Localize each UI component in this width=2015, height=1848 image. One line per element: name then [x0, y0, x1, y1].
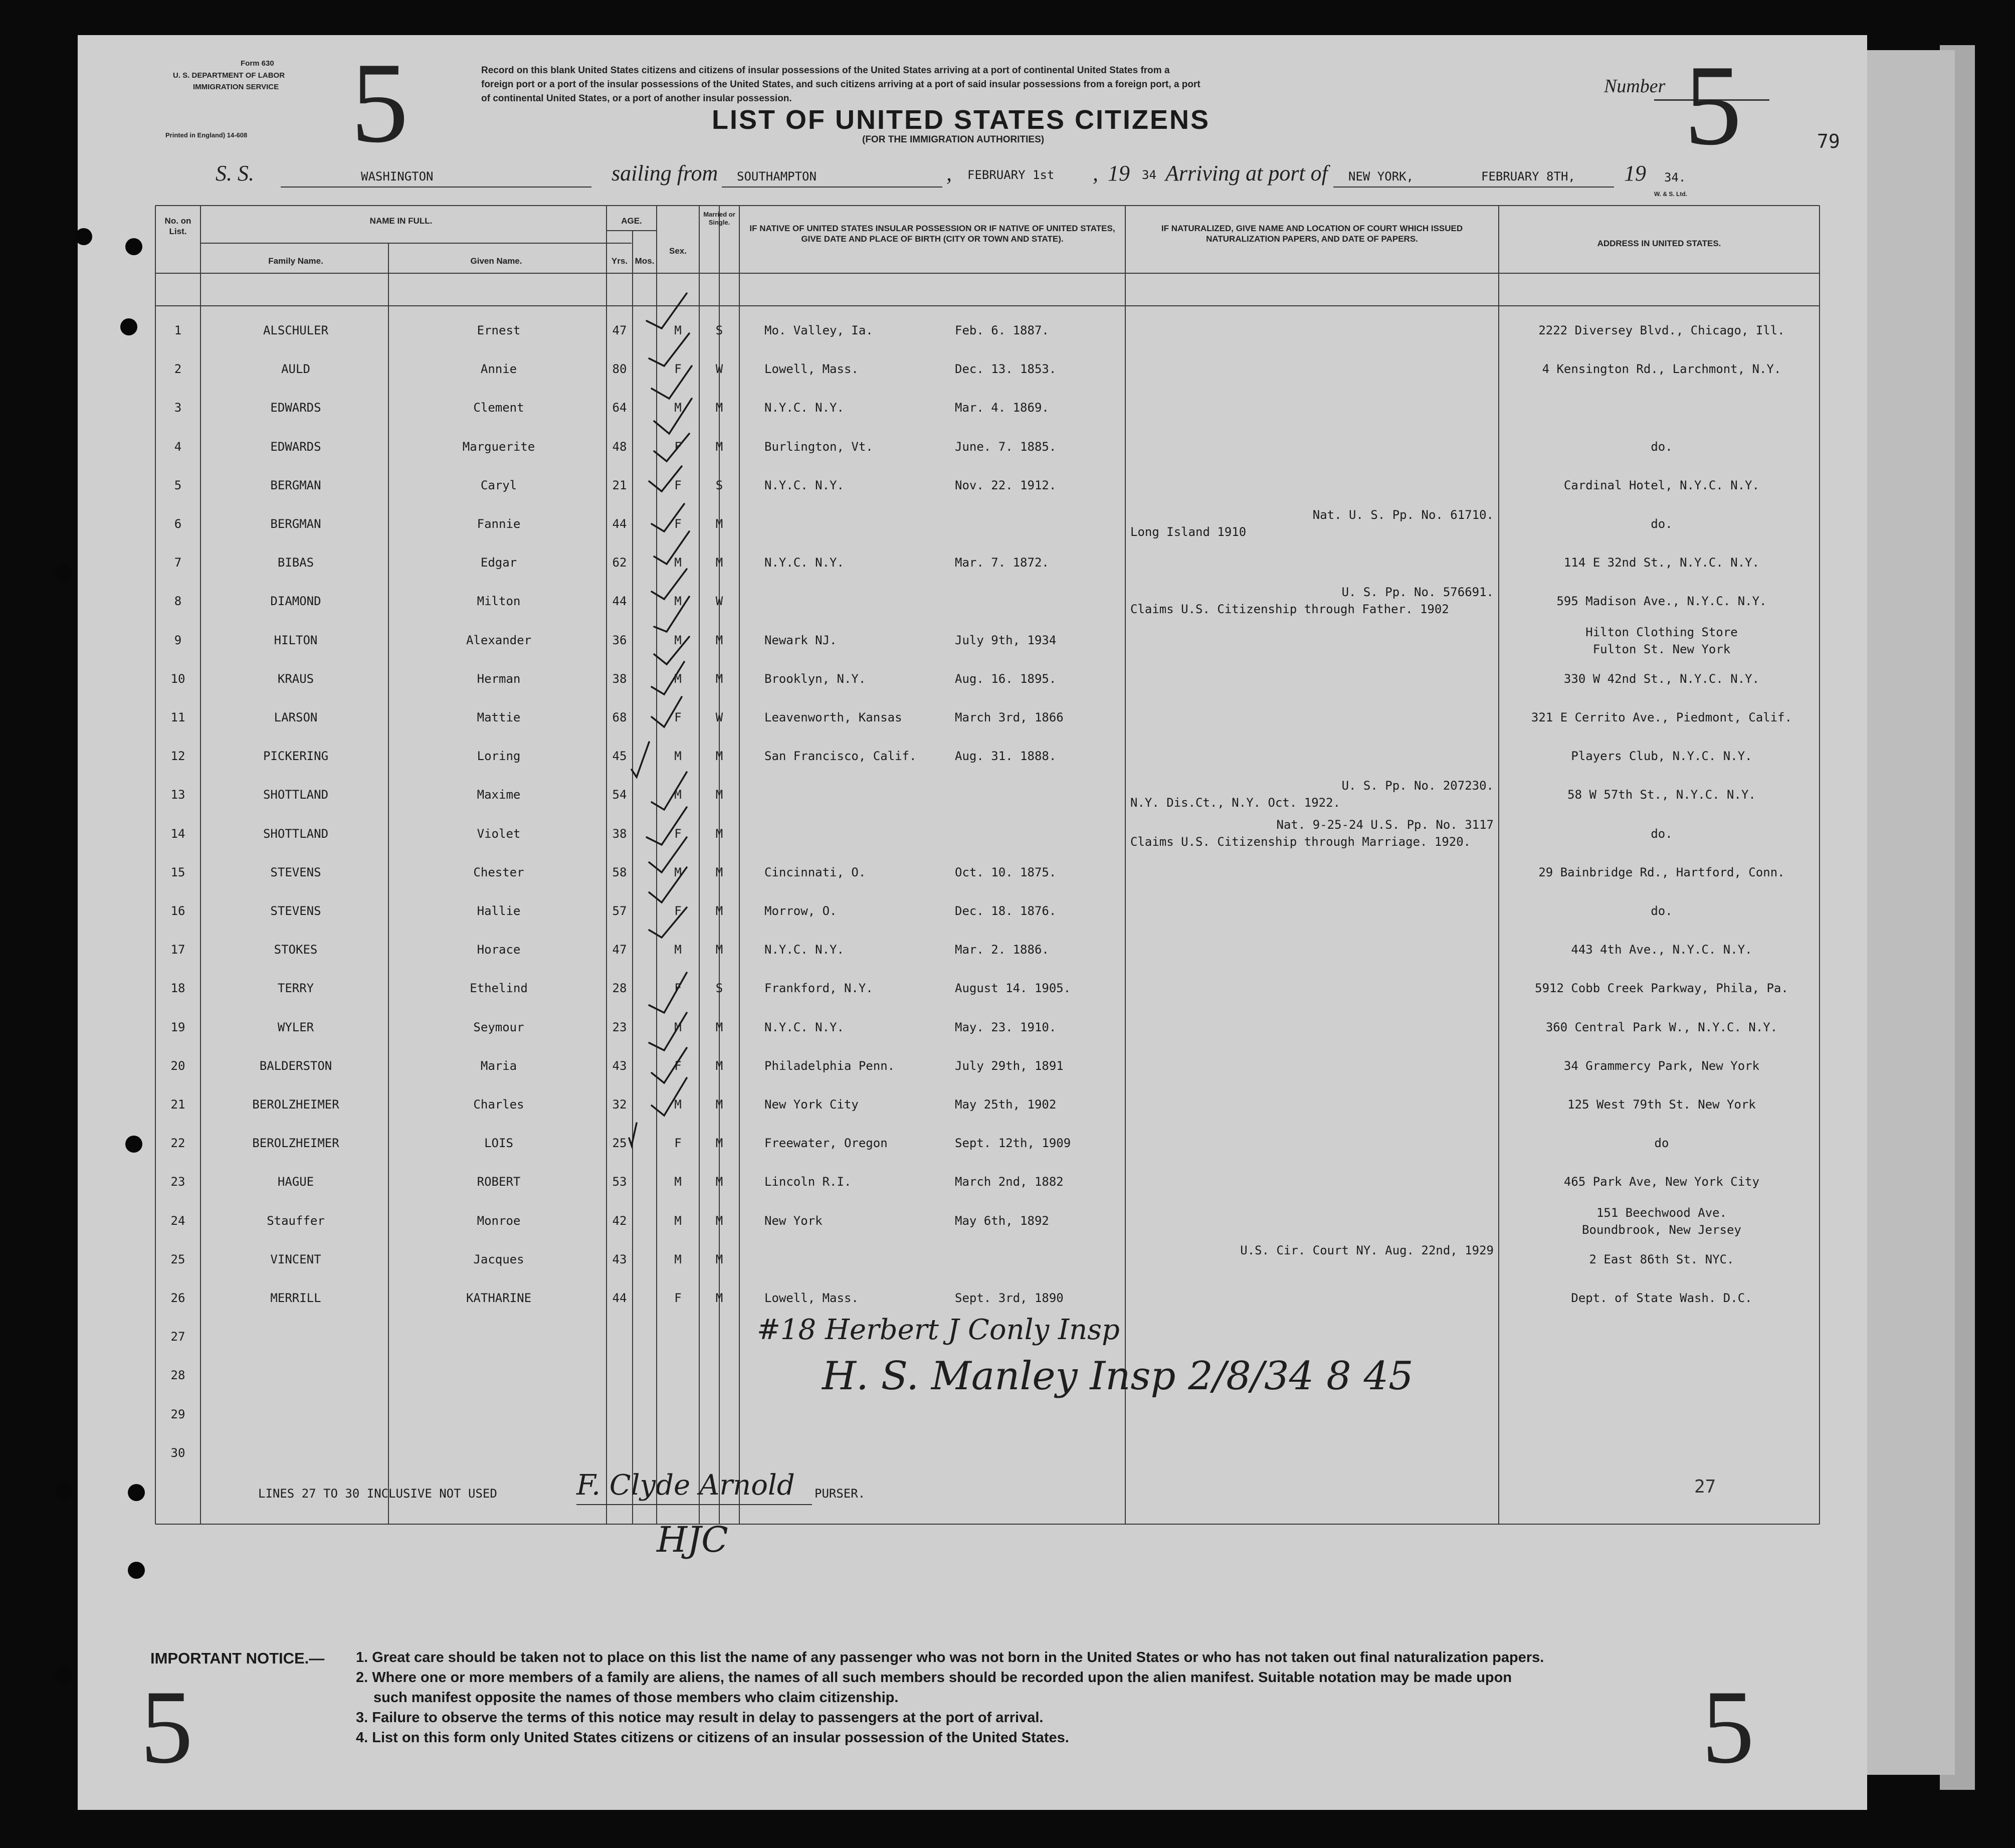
marital-status: M [715, 439, 723, 454]
row-number: 3 [174, 401, 182, 415]
family-name: EDWARDS [270, 439, 321, 454]
sex: F [674, 981, 682, 996]
family-name: BERGMAN [270, 478, 321, 492]
address-line-1: 330 W 42nd St., N.Y.C. N.Y. [1563, 671, 1760, 686]
year-prefix-2: 19 [1624, 161, 1646, 186]
birth-place: N.Y.C. N.Y. [764, 478, 844, 492]
marital-status: M [715, 1097, 723, 1112]
sex: F [674, 1291, 682, 1305]
notice-item-4: 4. List on this form only United States citizens or citizens of an insular possession of the United States. [356, 1730, 1069, 1746]
family-name: KRAUS [277, 671, 314, 686]
given-name: Clement [473, 401, 524, 415]
age-years: 21 [612, 478, 627, 492]
age-years: 44 [612, 594, 627, 609]
address-line-1: 443 4th Ave., N.Y.C. N.Y. [1571, 943, 1752, 957]
col-header-name: NAME IN FULL. [369, 216, 433, 226]
row-number: 22 [170, 1136, 185, 1151]
birth-date: Oct. 10. 1875. [955, 865, 1057, 879]
sex: M [674, 401, 682, 415]
year-arrived: 34. [1664, 170, 1686, 184]
birth-date: Mar. 7. 1872. [955, 556, 1049, 570]
birth-date: Aug. 16. 1895. [955, 671, 1057, 686]
row-number: 2 [174, 362, 182, 377]
address-line-1: 360 Central Park W., N.Y.C. N.Y. [1545, 1020, 1778, 1034]
birth-place: Leavenworth, Kansas [764, 710, 902, 724]
age-years: 53 [612, 1175, 627, 1189]
sex: M [674, 556, 682, 570]
family-name: BERGMAN [270, 517, 321, 531]
col-header-given: Given Name. [470, 256, 522, 266]
birth-date: Sept. 3rd, 1890 [955, 1291, 1064, 1305]
row-number: 27 [170, 1330, 185, 1344]
check-marks [627, 291, 727, 1364]
sex: F [674, 904, 682, 918]
given-name: Edgar [480, 556, 517, 570]
age-years: 54 [612, 788, 627, 802]
birth-place: Newark NJ. [764, 633, 837, 647]
marital-status: M [715, 826, 723, 841]
family-name: ALSCHULER [263, 323, 329, 337]
address-line-1: 5912 Cobb Creek Parkway, Phila, Pa. [1535, 981, 1788, 996]
page-number-bottom-left: 5 [140, 1669, 193, 1785]
row-number: 11 [170, 710, 185, 724]
address-line-1: Players Club, N.Y.C. N.Y. [1571, 749, 1752, 764]
row-number: 19 [170, 1020, 185, 1034]
row-number: 6 [174, 517, 182, 531]
given-name: Chester [473, 865, 524, 879]
birth-date: August 14. 1905. [955, 981, 1071, 996]
inspector-note: #18 Herbert J Conly Insp [757, 1314, 1120, 1346]
marital-status: M [715, 671, 723, 686]
marital-status: W [715, 710, 723, 724]
given-name: Ethelind [470, 981, 528, 996]
margin-number: 79 [1817, 130, 1840, 152]
birth-place: Freewater, Oregon [764, 1136, 888, 1151]
row-number: 29 [170, 1407, 185, 1421]
marital-status: M [715, 633, 723, 647]
address-line-1: do. [1651, 517, 1673, 531]
naturalization-line-1: Nat. U. S. Pp. No. 61710. [1312, 508, 1494, 522]
given-name: Ernest [477, 323, 521, 337]
purser-underline [576, 1504, 812, 1505]
birth-place: New York [764, 1213, 823, 1228]
age-years: 58 [612, 865, 627, 879]
age-years: 28 [612, 981, 627, 996]
date-sailed: FEBRUARY 1st [967, 168, 1055, 182]
given-name: Violet [477, 826, 521, 841]
given-name: Horace [477, 943, 521, 957]
address-line-1: Dept. of State Wash. D.C. [1571, 1291, 1752, 1305]
address-line-1: 151 Beechwood Ave. [1596, 1205, 1727, 1220]
family-name: AULD [281, 362, 310, 377]
address-line-2: Fulton St. New York [1592, 642, 1731, 656]
col-header-married: Married or Single. [703, 211, 735, 227]
col-header-family: Family Name. [268, 256, 323, 266]
address-line-1: 595 Madison Ave., N.Y.C. N.Y. [1556, 594, 1767, 609]
sheet-count: 27 [1694, 1476, 1716, 1497]
age-years: 80 [612, 362, 627, 377]
comma: , [946, 161, 952, 186]
sex: M [674, 788, 682, 802]
address-line-1: 321 E Cerrito Ave., Piedmont, Calif. [1531, 710, 1792, 724]
number-label: Number [1604, 76, 1666, 97]
sex: F [674, 1136, 682, 1151]
family-name: TERRY [277, 981, 314, 996]
sex: M [674, 1175, 682, 1189]
age-years: 62 [612, 556, 627, 570]
row-number: 30 [170, 1445, 185, 1460]
address-line-1: 4 Kensington Rd., Larchmont, N.Y. [1542, 362, 1781, 377]
given-name: Milton [477, 594, 521, 609]
given-name: LOIS [484, 1136, 513, 1151]
marital-status: S [715, 981, 723, 996]
address-line-1: 114 E 32nd St., N.Y.C. N.Y. [1563, 556, 1760, 570]
lines-not-used: LINES 27 TO 30 INCLUSIVE NOT USED [258, 1487, 497, 1501]
birth-place: Mo. Valley, Ia. [764, 323, 873, 337]
naturalization-line-1: Nat. 9-25-24 U.S. Pp. No. 3117 [1276, 817, 1494, 832]
col-header-sex: Sex. [669, 246, 687, 256]
marital-status: M [715, 1252, 723, 1266]
age-years: 57 [612, 904, 627, 918]
given-name: ROBERT [477, 1175, 521, 1189]
sex: M [674, 943, 682, 957]
row-number: 4 [174, 439, 182, 454]
marital-status: W [715, 594, 723, 609]
birth-place: Morrow, O. [764, 904, 837, 918]
family-name: HILTON [274, 633, 318, 647]
row-number: 12 [170, 749, 185, 764]
birth-place: Lowell, Mass. [764, 1291, 859, 1305]
given-name: Maxime [477, 788, 521, 802]
given-name: Charles [473, 1097, 524, 1112]
initials: HJC [657, 1519, 728, 1560]
col-header-address: ADDRESS IN UNITED STATES. [1597, 239, 1721, 248]
address-line-1: do. [1651, 826, 1673, 841]
row-number: 24 [170, 1213, 185, 1228]
given-name: Loring [477, 749, 521, 764]
address-line-1: 2 East 86th St. NYC. [1589, 1252, 1734, 1266]
marital-status: S [715, 478, 723, 492]
marital-status: W [715, 362, 723, 377]
family-name: SHOTTLAND [263, 826, 329, 841]
notice-item-2: 2. Where one or more members of a family are aliens, the names of all such members should be recorded upon the alien manifest. Suitable notation may be made upon [356, 1670, 1512, 1686]
sex: M [674, 1213, 682, 1228]
birth-date: Dec. 13. 1853. [955, 362, 1057, 377]
row-number: 23 [170, 1175, 185, 1189]
age-years: 44 [612, 1291, 627, 1305]
row-number: 21 [170, 1097, 185, 1112]
marital-status: M [715, 1213, 723, 1228]
col-header-yrs: Yrs. [611, 256, 628, 266]
address-line-1: do [1654, 1136, 1669, 1151]
ss-label: S. S. [216, 161, 254, 186]
address-line-1: 2222 Diversey Blvd., Chicago, Ill. [1538, 323, 1785, 337]
row-number: 25 [170, 1252, 185, 1266]
marital-status: M [715, 749, 723, 764]
marital-status: M [715, 556, 723, 570]
year-prefix: 19 [1108, 161, 1130, 186]
sex: F [674, 1058, 682, 1073]
marital-status: M [715, 904, 723, 918]
sex: M [674, 671, 682, 686]
inspector-signature: H. S. Manley Insp 2/8/34 8 45 [822, 1354, 1414, 1399]
sex: F [674, 439, 682, 454]
notice-item-2-cont: such manifest opposite the names of those members who claim citizenship. [373, 1690, 899, 1706]
birth-date: Aug. 31. 1888. [955, 749, 1057, 764]
family-name: HAGUE [277, 1175, 314, 1189]
page-number-left: 5 [351, 39, 409, 166]
row-number: 14 [170, 826, 185, 841]
marital-status: M [715, 943, 723, 957]
date-arrived: FEBRUARY 8TH, [1481, 169, 1575, 183]
sex: M [674, 323, 682, 337]
address-line-1: do. [1651, 904, 1673, 918]
given-name: Fannie [477, 517, 521, 531]
marital-status: M [715, 788, 723, 802]
age-years: 36 [612, 633, 627, 647]
sailing-label: sailing from [612, 161, 718, 186]
given-name: Mattie [477, 710, 521, 724]
instructions-line-2: foreign port or a port of the insular possessions of the United States, and such citizens arriving at a port of said insular possessions from a foreign port, a port [481, 79, 1200, 90]
arrival-port: NEW YORK, [1348, 169, 1414, 183]
form-subtitle: (FOR THE IMMIGRATION AUTHORITIES) [862, 134, 1045, 145]
family-name: BALDERSTON [259, 1058, 332, 1073]
birth-place: New York City [764, 1097, 859, 1112]
birth-place: N.Y.C. N.Y. [764, 1020, 844, 1034]
form-number: Form 630 [241, 59, 274, 68]
naturalization-line-1: U.S. Cir. Court NY. Aug. 22nd, 1929 [1240, 1243, 1494, 1257]
col-header-age: AGE. [621, 216, 642, 226]
sex: F [674, 517, 682, 531]
sex: M [674, 749, 682, 764]
sailing-from: SOUTHAMPTON [737, 169, 817, 183]
row-number: 10 [170, 671, 185, 686]
service: IMMIGRATION SERVICE [193, 83, 279, 91]
row-number: 17 [170, 943, 185, 957]
marital-status: M [715, 1058, 723, 1073]
birth-date: Mar. 2. 1886. [955, 943, 1049, 957]
age-years: 68 [612, 710, 627, 724]
family-name: Stauffer [267, 1213, 325, 1228]
sex: M [674, 1097, 682, 1112]
arriving-label: Arriving at port of [1165, 161, 1328, 186]
sex: F [674, 362, 682, 377]
marital-status: M [715, 401, 723, 415]
address-line-1: 29 Bainbridge Rd., Hartford, Conn. [1538, 865, 1785, 879]
marital-status: M [715, 865, 723, 879]
given-name: Hallie [477, 904, 521, 918]
marital-status: M [715, 1291, 723, 1305]
sex: F [674, 710, 682, 724]
age-years: 47 [612, 323, 627, 337]
naturalization-line-1: U. S. Pp. No. 576691. [1341, 585, 1494, 600]
birth-date: May 25th, 1902 [955, 1097, 1057, 1112]
age-years: 43 [612, 1252, 627, 1266]
col-header-naturalized: IF NATURALIZED, GIVE NAME AND LOCATION OF COURT WHICH ISSUED NATURALIZATION PAPERS, AND DATE OF PAPERS. [1161, 224, 1463, 244]
family-name: SHOTTLAND [263, 788, 329, 802]
family-name: BEROLZHEIMER [252, 1097, 339, 1112]
address-line-1: Cardinal Hotel, N.Y.C. N.Y. [1563, 478, 1760, 492]
family-name: BIBAS [277, 556, 314, 570]
department: U. S. DEPARTMENT OF LABOR [173, 71, 285, 80]
given-name: Annie [480, 362, 517, 377]
birth-date: Feb. 6. 1887. [955, 323, 1049, 337]
given-name: KATHARINE [466, 1291, 532, 1305]
naturalization-line-2: Claims U.S. Citizenship through Marriage. 1920. [1130, 834, 1471, 849]
age-years: 38 [612, 671, 627, 686]
birth-date: March 2nd, 1882 [955, 1175, 1064, 1189]
birth-date: May. 23. 1910. [955, 1020, 1057, 1034]
notice-item-1: 1. Great care should be taken not to place on this list the name of any passenger who was not born in the United States or who has not taken out final naturalization papers. [356, 1649, 1544, 1666]
given-name: Jacques [473, 1252, 524, 1266]
marital-status: M [715, 1136, 723, 1151]
address-line-1: 58 W 57th St., N.Y.C. N.Y. [1567, 788, 1756, 802]
birth-date: Nov. 22. 1912. [955, 478, 1057, 492]
birth-place: N.Y.C. N.Y. [764, 556, 844, 570]
age-years: 44 [612, 517, 627, 531]
birth-place: Brooklyn, N.Y. [764, 671, 866, 686]
naturalization-line-2: N.Y. Dis.Ct., N.Y. Oct. 1922. [1130, 796, 1341, 810]
birth-date: Mar. 4. 1869. [955, 401, 1049, 415]
address-line-1: 125 West 79th St. New York [1567, 1097, 1756, 1112]
given-name: Herman [477, 671, 521, 686]
marital-status: M [715, 1020, 723, 1034]
given-name: Alexander [466, 633, 532, 647]
age-years: 45 [612, 749, 627, 764]
sex: M [674, 1020, 682, 1034]
birth-date: Sept. 12th, 1909 [955, 1136, 1071, 1151]
printed-note: Printed in England) 14-608 [165, 131, 248, 139]
family-name: MERRILL [270, 1291, 321, 1305]
sex: M [674, 633, 682, 647]
notice-item-3: 3. Failure to observe the terms of this notice may result in delay to passengers at the port of arrival. [356, 1710, 1044, 1726]
birth-place: Philadelphia Penn. [764, 1058, 895, 1073]
page-number-right: 5 [1684, 41, 1742, 169]
birth-date: June. 7. 1885. [955, 439, 1057, 454]
sex: M [674, 594, 682, 609]
printer-mark: W. & S. Ltd. [1654, 191, 1687, 198]
birth-date: July 9th, 1934 [955, 633, 1057, 647]
ship-name: WASHINGTON [361, 169, 434, 183]
col-header-birth: IF NATIVE OF UNITED STATES INSULAR POSSESSION OR IF NATIVE OF UNITED STATES, GIVE DATE AND PLACE OF BIRTH (CITY OR TOWN AND STATE). [749, 224, 1115, 244]
age-years: 43 [612, 1058, 627, 1073]
row-number: 16 [170, 904, 185, 918]
birth-date: May 6th, 1892 [955, 1213, 1049, 1228]
birth-place: Lincoln R.I. [764, 1175, 852, 1189]
family-name: EDWARDS [270, 401, 321, 415]
row-number: 13 [170, 788, 185, 802]
page-number-bottom-right: 5 [1702, 1669, 1754, 1785]
notice-heading: IMPORTANT NOTICE.— [150, 1649, 325, 1667]
family-name: PICKERING [263, 749, 329, 764]
instructions-line-3: of continental United States, or a port of another insular possession. [481, 93, 792, 104]
age-years: 48 [612, 439, 627, 454]
birth-place: San Francisco, Calif. [764, 749, 917, 764]
age-years: 32 [612, 1097, 627, 1112]
given-name: Monroe [477, 1213, 521, 1228]
given-name: Marguerite [462, 439, 535, 454]
form-title: LIST OF UNITED STATES CITIZENS [712, 105, 1210, 135]
family-name: VINCENT [270, 1252, 321, 1266]
row-number: 7 [174, 556, 182, 570]
family-name: LARSON [274, 710, 318, 724]
birth-date: Dec. 18. 1876. [955, 904, 1057, 918]
age-years: 23 [612, 1020, 627, 1034]
address-line-1: 34 Grammercy Park, New York [1563, 1058, 1760, 1073]
row-number: 28 [170, 1368, 185, 1383]
row-number: 9 [174, 633, 182, 647]
family-name: BEROLZHEIMER [252, 1136, 339, 1151]
age-years: 64 [612, 401, 627, 415]
family-name: WYLER [277, 1020, 314, 1034]
age-years: 38 [612, 826, 627, 841]
birth-place: Frankford, N.Y. [764, 981, 873, 996]
birth-date: March 3rd, 1866 [955, 710, 1064, 724]
marital-status: M [715, 1175, 723, 1189]
row-number: 26 [170, 1291, 185, 1305]
col-header-no: No. on List. [164, 216, 191, 237]
naturalization-line-2: Long Island 1910 [1130, 525, 1247, 539]
col-header-mos: Mos. [635, 256, 655, 266]
row-number: 20 [170, 1058, 185, 1073]
family-name: STOKES [274, 943, 318, 957]
marital-status: S [715, 323, 723, 337]
age-years: 25 [612, 1136, 627, 1151]
age-years: 42 [612, 1213, 627, 1228]
address-line-2: Boundbrook, New Jersey [1582, 1222, 1741, 1237]
birth-place: Lowell, Mass. [764, 362, 859, 377]
sex: M [674, 865, 682, 879]
birth-place: N.Y.C. N.Y. [764, 401, 844, 415]
row-number: 5 [174, 478, 182, 492]
row-number: 8 [174, 594, 182, 609]
row-number: 1 [174, 323, 182, 337]
row-number: 15 [170, 865, 185, 879]
given-name: Maria [480, 1058, 517, 1073]
given-name: Seymour [473, 1020, 524, 1034]
comma-2: , [1093, 161, 1098, 186]
year-sailed: 34 [1142, 168, 1156, 182]
sex: F [674, 478, 682, 492]
birth-place: Burlington, Vt. [764, 439, 873, 454]
family-name: STEVENS [270, 865, 321, 879]
marital-status: M [715, 517, 723, 531]
family-name: STEVENS [270, 904, 321, 918]
address-line-1: do. [1651, 439, 1673, 454]
birth-place: N.Y.C. N.Y. [764, 943, 844, 957]
naturalization-line-2: Claims U.S. Citizenship through Father. 1902 [1130, 602, 1449, 617]
birth-date: July 29th, 1891 [955, 1058, 1064, 1073]
sex: F [674, 826, 682, 841]
birth-place: Cincinnati, O. [764, 865, 866, 879]
age-years: 47 [612, 943, 627, 957]
sex: M [674, 1252, 682, 1266]
address-line-1: Hilton Clothing Store [1585, 625, 1738, 639]
purser-label: PURSER. [815, 1487, 866, 1501]
instructions-line-1: Record on this blank United States citizens and citizens of insular possessions of the United States arriving at a port of continental United States from a [481, 65, 1170, 76]
row-number: 18 [170, 981, 185, 996]
naturalization-line-1: U. S. Pp. No. 207230. [1341, 779, 1494, 793]
family-name: DIAMOND [270, 594, 321, 609]
address-line-1: 465 Park Ave, New York City [1563, 1175, 1760, 1189]
purser-signature: F. Clyde Arnold [576, 1469, 795, 1502]
given-name: Caryl [480, 478, 517, 492]
